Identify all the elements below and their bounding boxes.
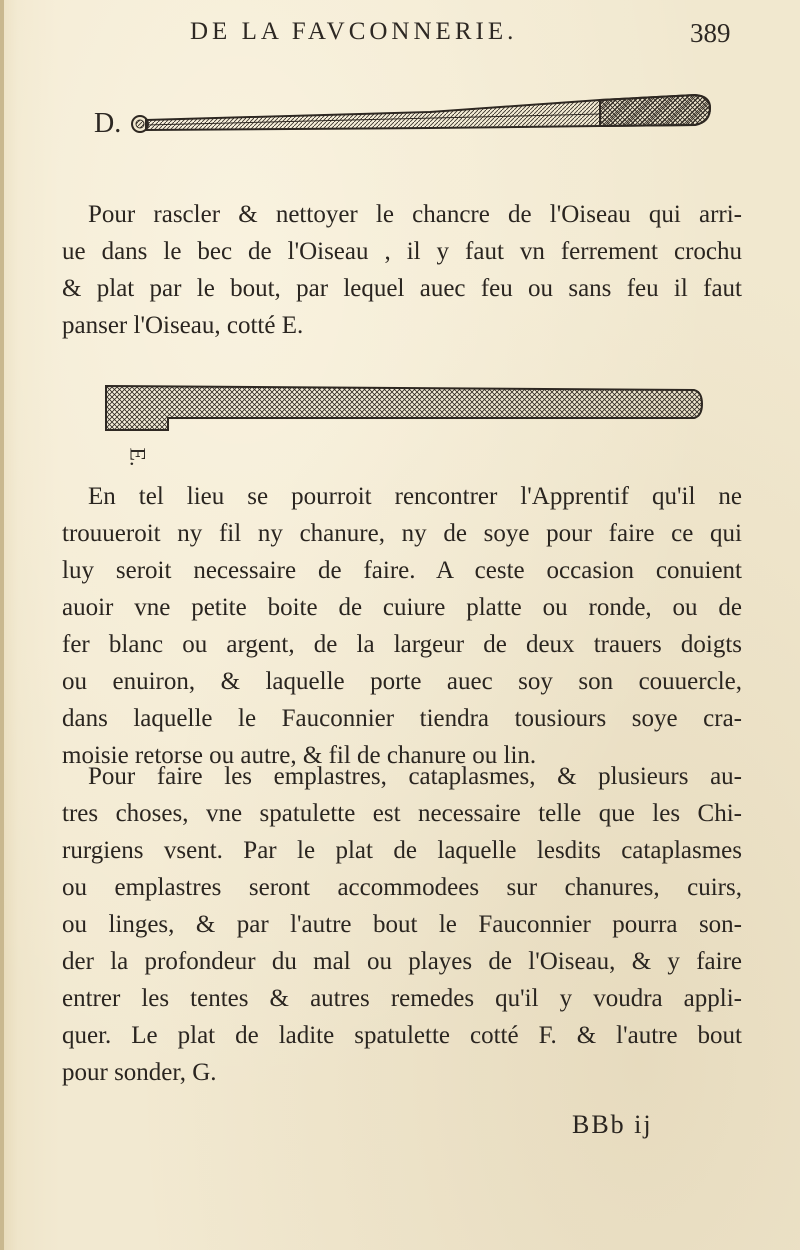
text-line: Pour faire les emplastres, cataplasmes, & plusieurs au- — [88, 763, 742, 790]
figure-e-tool-engraving — [102, 382, 704, 434]
text-line: moisie retorse ou autre, & fil de chanure ou lin. — [62, 742, 537, 769]
text-line: der la profondeur du mal ou playes de l'Oiseau, & y faire — [62, 948, 742, 975]
figure-e-label: E. — [125, 447, 151, 467]
running-head: DE LA FAVCONNERIE. — [190, 18, 518, 45]
text-line: trouueroit ny fil ny chanure, ny de soye pour faire ce qui — [62, 520, 742, 547]
text-line: ue dans le bec de l'Oiseau , il y faut vn ferrement crochu — [62, 238, 742, 265]
paragraph-1 — [62, 196, 742, 344]
text-line: ou enuiron, & laquelle porte auec soy son couuercle, — [62, 668, 742, 695]
signature-mark: BBb ij — [572, 1110, 653, 1139]
text-line: dans laquelle le Fauconnier tiendra tousiours soye cra- — [62, 705, 742, 732]
figure-d-label: D. — [94, 108, 122, 139]
text-line: luy seroit necessaire de faire. A ceste occasion conuient — [62, 557, 742, 584]
text-line: pour sonder, G. — [62, 1059, 217, 1086]
text-line: entrer les tentes & autres remedes qu'il y voudra appli- — [62, 985, 742, 1012]
text-line: En tel lieu se pourroit rencontrer l'Apprentif qu'il ne — [88, 483, 742, 510]
page-edge — [0, 0, 4, 1250]
text-line: Pour rascler & nettoyer le chancre de l'Oiseau qui arri- — [88, 201, 742, 228]
text-line: tres choses, vne spatulette est necessaire telle que les Chi- — [62, 800, 742, 827]
text-line: quer. Le plat de ladite spatulette cotté F. & l'autre bout — [62, 1022, 742, 1049]
paragraph-3 — [62, 758, 742, 1091]
text-line: fer blanc ou argent, de la largeur de deux trauers doigts — [62, 631, 742, 658]
text-line: ou emplastres seront accommodees sur chanures, cuirs, — [62, 874, 742, 901]
figure-d-tool-engraving — [130, 90, 712, 140]
text-line: rurgiens vsent. Par le plat de laquelle lesdits cataplasmes — [62, 837, 742, 864]
text-line: panser l'Oiseau, cotté E. — [62, 312, 304, 339]
text-line: ou linges, & par l'autre bout le Fauconnier pourra son- — [62, 911, 742, 938]
text-line: & plat par le bout, par lequel auec feu ou sans feu il faut — [62, 275, 742, 302]
page-number: 389 — [690, 18, 731, 48]
paragraph-2 — [62, 478, 742, 774]
text-line: auoir vne petite boite de cuiure platte ou ronde, ou de — [62, 594, 742, 621]
